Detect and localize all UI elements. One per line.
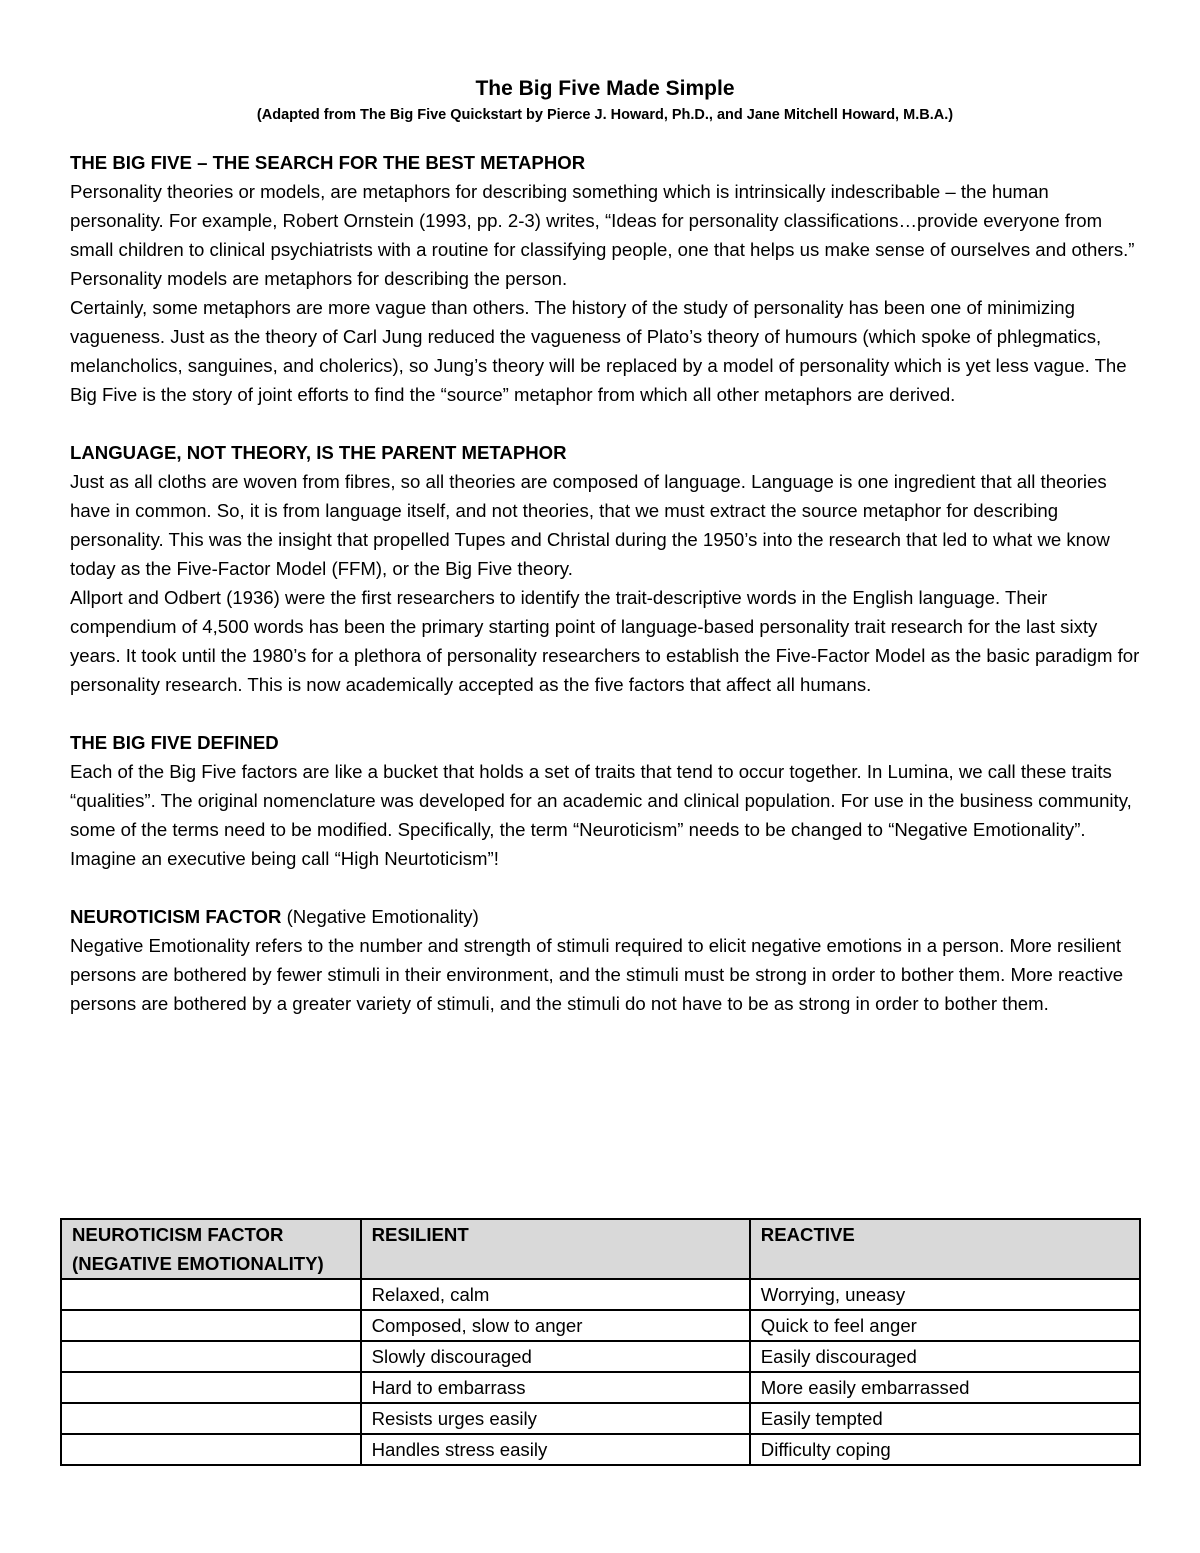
- section-neuroticism-factor: [70, 902, 1140, 1018]
- factor-cell: [61, 1341, 361, 1372]
- reactive-cell: Difficulty coping: [750, 1434, 1140, 1465]
- header-reactive: REACTIVE: [750, 1219, 1140, 1279]
- section-paragraph: Each of the Big Five factors are like a bucket that holds a set of traits that tend to occur together. In Lumina, we call these traits “qualities”. The original nomenclature was developed for an academic and clinical population. For use in the business community, some of the terms need to be modified. Specifically, the term “Neuroticism” needs to be changed to “Negative Emotionality”. Imagine an executive being call “High Neurtoticism”!: [70, 761, 1132, 869]
- section-paragraph: Just as all cloths are woven from fibres, so all theories are composed of language. Language is one ingredient that all theories have in common. So, it is from language itself, and not theories, that we must extract the source metaphor for describing personality. This was the insight that propelled Tupes and Christal during the 1950’s into the research that led to what we know today as the Five-Factor Model (FFM), or the Big Five theory.: [70, 471, 1110, 579]
- section-heading-wrapper: [70, 902, 1140, 931]
- factor-cell: [61, 1372, 361, 1403]
- section-heading: THE BIG FIVE – THE SEARCH FOR THE BEST METAPHOR: [70, 152, 586, 173]
- header-factor-line2: (NEGATIVE EMOTIONALITY): [72, 1253, 324, 1274]
- section-paragraph: Allport and Odbert (1936) were the first researchers to identify the trait-descriptive words in the English language. Their compendium of 4,500 words has been the primary starting point of language-based personality trait research for the last sixty years. It took until the 1980’s for a plethora of personality researchers to establish the Five-Factor Model as the basic paradigm for personality research. This is now academically accepted as the five factors that affect all humans.: [70, 587, 1140, 695]
- resilient-cell: Hard to embarrass: [361, 1372, 750, 1403]
- section-search-metaphor: [70, 148, 1140, 409]
- factor-cell: [61, 1279, 361, 1310]
- table-row: [61, 1341, 1140, 1372]
- table-row: [61, 1372, 1140, 1403]
- section-paragraph: Negative Emotionality refers to the number and strength of stimuli required to elicit negative emotions in a person. More resilient persons are bothered by fewer stimuli in their environment, and the stimuli must be strong in order to bother them. More reactive persons are bothered by a greater variety of stimuli, and the stimuli do not have to be as strong in order to bother them.: [70, 935, 1124, 1014]
- reactive-cell: More easily embarrassed: [750, 1372, 1140, 1403]
- resilient-cell: Resists urges easily: [361, 1403, 750, 1434]
- section-heading-extra: (Negative Emotionality): [281, 906, 479, 927]
- section-paragraph: Certainly, some metaphors are more vague than others. The history of the study of personality has been one of minimizing vagueness. Just as the theory of Carl Jung reduced the vagueness of Plato’s theory of humours (which spoke of phlegmatics, melancholics, sanguines, and cholerics), so Jung’s theory will be replaced by a model of personality which is yet less vague. The Big Five is the story of joint efforts to find the “source” metaphor from which all other metaphors are derived.: [70, 297, 1127, 405]
- section-language-metaphor: [70, 438, 1140, 699]
- reactive-cell: Easily tempted: [750, 1403, 1140, 1434]
- table-row: [61, 1310, 1140, 1341]
- reactive-cell: Easily discouraged: [750, 1341, 1140, 1372]
- header-factor: [61, 1219, 361, 1279]
- resilient-cell: Slowly discouraged: [361, 1341, 750, 1372]
- document-page: [70, 74, 1140, 1047]
- table-row: [61, 1434, 1140, 1465]
- section-big-five-defined: [70, 728, 1140, 873]
- table-header-row: [61, 1219, 1140, 1279]
- resilient-cell: Relaxed, calm: [361, 1279, 750, 1310]
- reactive-cell: Quick to feel anger: [750, 1310, 1140, 1341]
- table-row: [61, 1279, 1140, 1310]
- section-heading: LANGUAGE, NOT THEORY, IS THE PARENT METAPHOR: [70, 442, 567, 463]
- document-title: The Big Five Made Simple: [475, 77, 735, 100]
- reactive-cell: Worrying, uneasy: [750, 1279, 1140, 1310]
- factor-cell: [61, 1434, 361, 1465]
- header-factor-line1: NEUROTICISM FACTOR: [72, 1224, 284, 1245]
- factor-cell: [61, 1403, 361, 1434]
- section-heading: THE BIG FIVE DEFINED: [70, 732, 279, 753]
- section-paragraph: Personality theories or models, are metaphors for describing something which is intrinsically indescribable – the human personality. For example, Robert Ornstein (1993, pp. 2-3) writes, “Ideas for personality classifications…provide everyone from small children to clinical psychiatrists with a routine for classifying people, one that helps us make sense of ourselves and others.” Personality models are metaphors for describing the person.: [70, 181, 1135, 289]
- factor-cell: [61, 1310, 361, 1341]
- table-row: [61, 1403, 1140, 1434]
- neuroticism-table: [60, 1218, 1141, 1466]
- section-heading: NEUROTICISM FACTOR: [70, 906, 282, 927]
- document-subtitle: (Adapted from The Big Five Quickstart by Pierce J. Howard, Ph.D., and Jane Mitchell Howard, M.B.A.): [256, 107, 954, 123]
- header-resilient: RESILIENT: [361, 1219, 750, 1279]
- resilient-cell: Composed, slow to anger: [361, 1310, 750, 1341]
- resilient-cell: Handles stress easily: [361, 1434, 750, 1465]
